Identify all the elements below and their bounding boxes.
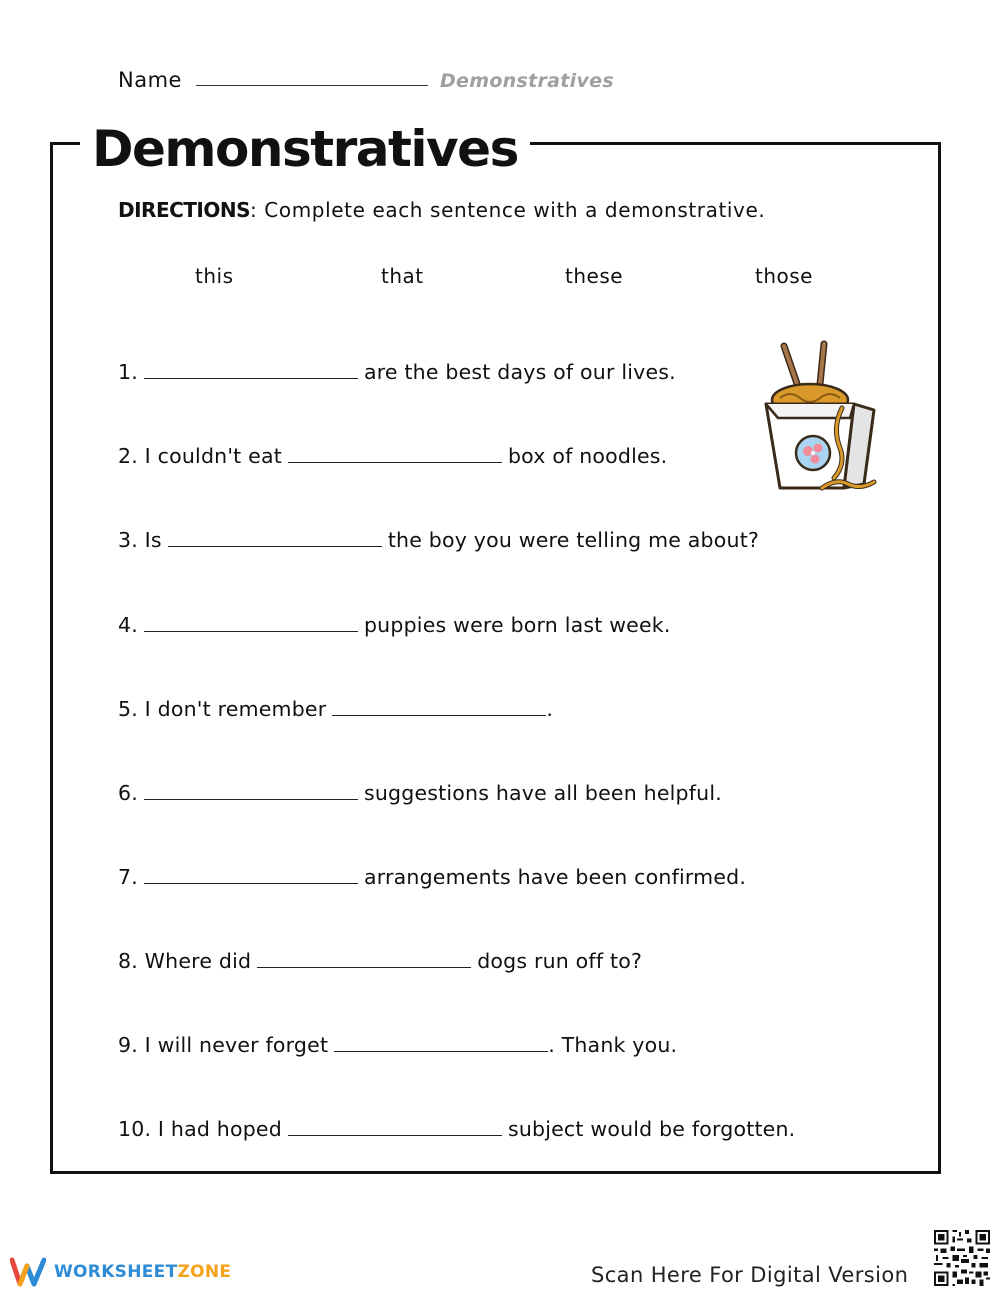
logo-text-zone: ZONE <box>177 1262 232 1282</box>
logo-text-worksheet: WORKSHEET <box>54 1262 178 1282</box>
question-text: 10. I had hoped <box>118 1117 282 1141</box>
answer-blank[interactable] <box>144 863 358 884</box>
question-text: . Thank you. <box>548 1033 678 1057</box>
answer-blank[interactable] <box>288 1115 502 1136</box>
word-bank-these: these <box>565 264 624 288</box>
answer-blank[interactable] <box>257 947 471 968</box>
scan-text: Scan Here For Digital Version <box>591 1263 909 1287</box>
question-text: 5. I don't remember <box>118 697 327 721</box>
answer-blank[interactable] <box>332 695 546 716</box>
word-bank-this: this <box>195 264 234 288</box>
answer-blank[interactable] <box>288 442 502 463</box>
question-text: puppies were born last week. <box>363 613 671 637</box>
topic-label: Demonstratives <box>439 70 614 92</box>
qr-code-icon[interactable] <box>932 1228 992 1288</box>
answer-blank[interactable] <box>144 779 358 800</box>
directions-label: DIRECTIONS <box>118 198 251 222</box>
question-text: 6. <box>118 781 138 805</box>
question-5 <box>118 695 553 721</box>
name-label: Name <box>118 68 182 92</box>
answer-blank[interactable] <box>168 526 382 547</box>
question-text: 4. <box>118 613 138 637</box>
question-text: 1. <box>118 360 138 384</box>
question-text: subject would be forgotten. <box>507 1117 796 1141</box>
worksheet-zone-logo <box>10 1256 231 1288</box>
name-line <box>196 84 428 86</box>
noodle-box-icon <box>758 338 880 498</box>
directions <box>118 198 765 222</box>
answer-blank[interactable] <box>144 358 358 379</box>
question-text: 7. <box>118 865 138 889</box>
question-2 <box>118 442 667 468</box>
answer-blank[interactable] <box>334 1031 548 1052</box>
question-6 <box>118 779 722 805</box>
question-text: box of noodles. <box>507 444 668 468</box>
question-10 <box>118 1115 795 1141</box>
question-9 <box>118 1031 677 1057</box>
worksheet-frame <box>50 142 941 1174</box>
worksheet-title: Demonstratives <box>80 120 530 178</box>
question-8 <box>118 947 642 973</box>
question-text: are the best days of our lives. <box>363 360 676 384</box>
question-text: 9. I will never forget <box>118 1033 329 1057</box>
question-text: 8. Where did <box>118 949 252 973</box>
question-text: dogs run off to? <box>477 949 643 973</box>
answer-blank[interactable] <box>144 611 358 632</box>
question-text: 2. I couldn't eat <box>118 444 282 468</box>
logo-text <box>54 1262 231 1282</box>
word-bank-those: those <box>755 264 813 288</box>
question-1 <box>118 358 676 384</box>
question-text: the boy you were telling me about? <box>387 528 760 552</box>
question-text: 3. Is <box>118 528 162 552</box>
question-4 <box>118 611 671 637</box>
directions-text: : Complete each sentence with a demonstrative. <box>250 198 766 222</box>
logo-w-icon <box>10 1256 46 1288</box>
question-text: arrangements have been confirmed. <box>363 865 747 889</box>
word-bank-that: that <box>381 264 424 288</box>
question-text: . <box>546 697 554 721</box>
question-3 <box>118 526 759 552</box>
question-7 <box>118 863 746 889</box>
question-text: suggestions have all been helpful. <box>363 781 722 805</box>
name-header <box>118 58 614 92</box>
